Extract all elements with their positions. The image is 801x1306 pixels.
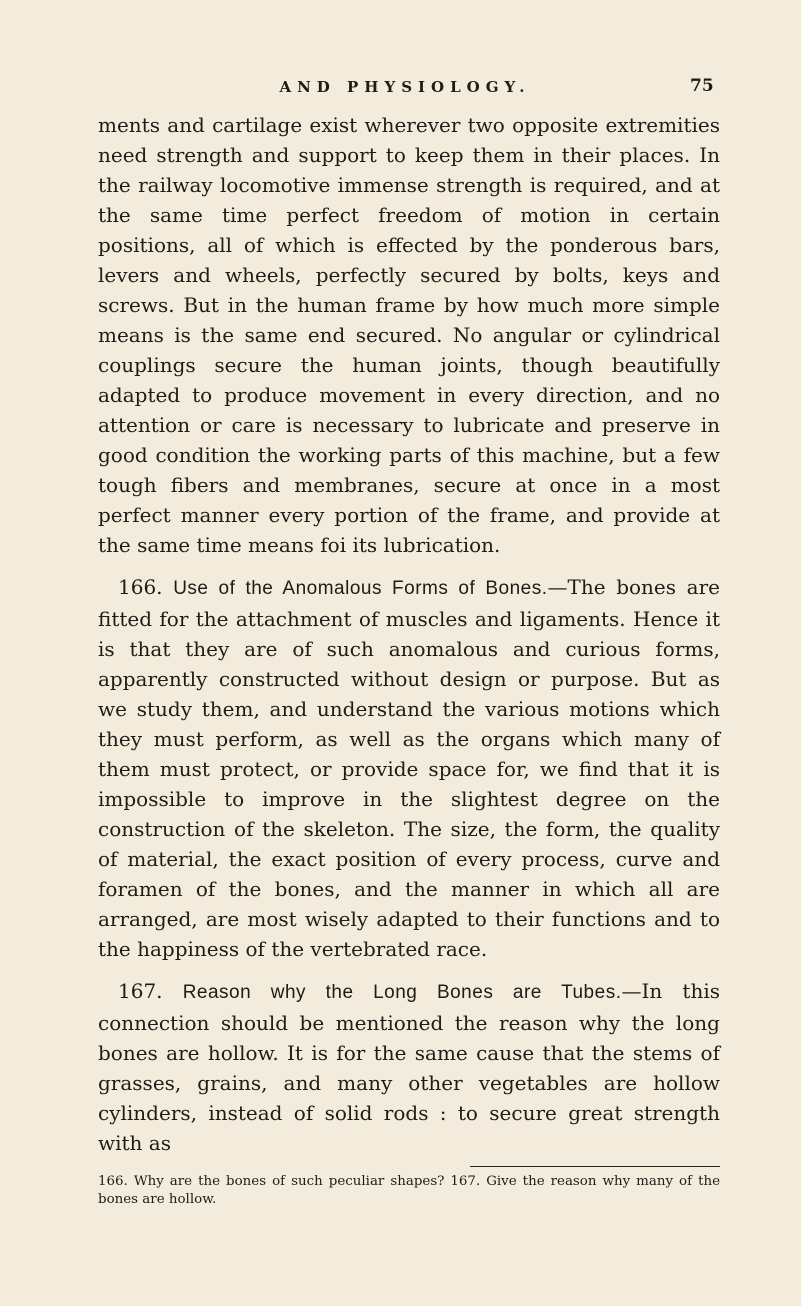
paragraph-167 bbox=[98, 976, 720, 1158]
section-number: 167. bbox=[118, 979, 163, 1003]
paragraph-text: ments and cartilage exist wherever two opposite extremities need strength and support to keep them in their places. In the railway locomotive immense strength is required, and at the same time perfect freedom of motion in certain positions, all of which is effected by the ponderous bars, levers and wheels, perfectly secured by bolts, keys and screws. But in the human frame by how much more simple means is the same end secured. No angular or cylindrical couplings secure the human joints, though beautifully adapted to produce movement in every direction, and no attention or care is necessary to lubricate and preserve in good condition the working parts of this machine, but a few tough fibers and membranes, secure at once in a most perfect manner every portion of the frame, and provide at the same time means foi its lubrication. bbox=[98, 113, 720, 557]
section-heading: Reason why the Long Bones are Tubes. bbox=[182, 982, 622, 1003]
section-number: 166. bbox=[118, 575, 163, 599]
section-heading: Use of the Anomalous Forms of Bones. bbox=[173, 578, 548, 599]
running-title: AND PHYSIOLOGY. bbox=[279, 78, 531, 96]
paragraph-text: —The bones are fitted for the attachment of muscles and ligaments. Hence it is that they are of such anomalous and curious forms, apparently constructed without design or purpose. But as we study them, and understand the various motions which they must perform, as well as the organs which many of them must protect, or provide space for, we find that it is impossible to improve in the slightest degree on the construction of the skeleton. The size, the form, the quality of material, the exact position of every process, curve and foramen of the bones, and the manner in which all are arranged, are most wisely adapted to their functions and to the happiness of the vertebrated race. bbox=[98, 575, 720, 961]
paragraph-continuation bbox=[98, 110, 720, 560]
footnote-divider bbox=[470, 1166, 720, 1167]
page-number: 75 bbox=[690, 76, 714, 96]
paragraph-166 bbox=[98, 572, 720, 964]
body-text bbox=[98, 110, 720, 1158]
footnote-questions: 166. Why are the bones of such peculiar shapes? 167. Give the reason why many of the bones are hollow. bbox=[98, 1174, 720, 1207]
paragraph-text: —In this connection should be mentioned the reason why the long bones are hollow. It is for the same cause that the stems of grasses, grains, and many other vegetables are hollow cylinders, instead of solid rods : to secure great strength with as bbox=[98, 979, 720, 1155]
